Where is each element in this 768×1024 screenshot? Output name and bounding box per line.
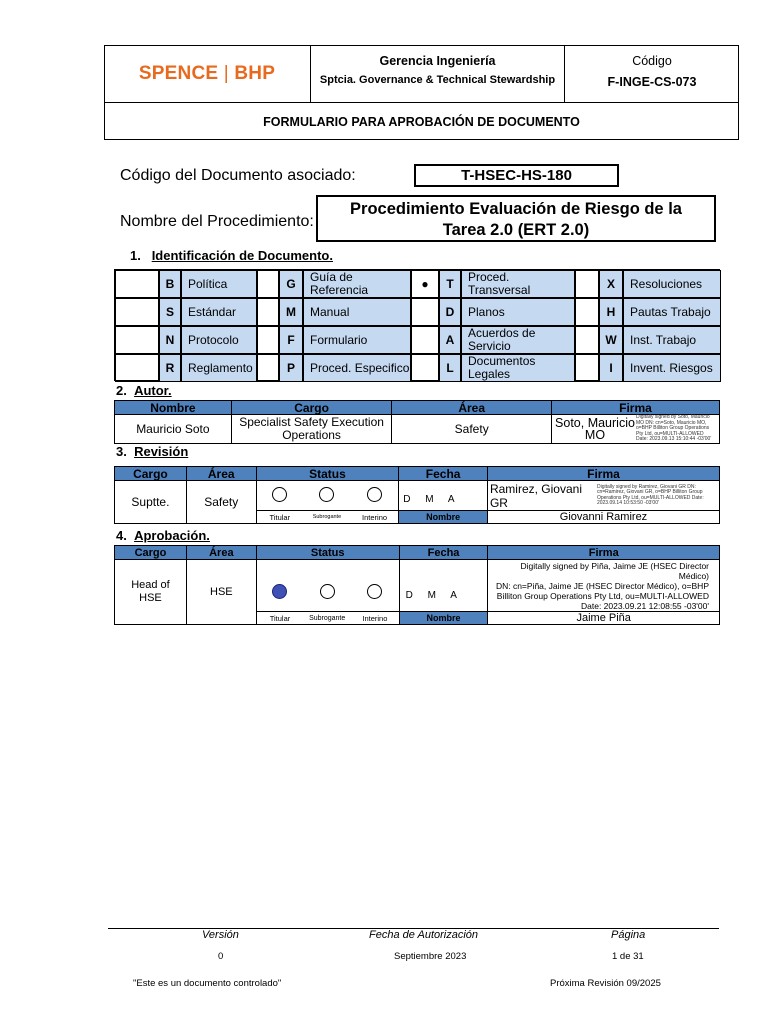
- footer-pagina-label: Página: [611, 929, 646, 941]
- code-cell: [565, 45, 739, 103]
- company-logo: SPENCE | BHP: [104, 45, 311, 103]
- doc-type-letter-n: N: [159, 326, 181, 354]
- doc-type-desc-p: Proced. Especifico: [303, 354, 411, 382]
- doc-name-label: Nombre del Procedimiento:: [120, 213, 314, 230]
- review-header-status: Status: [256, 467, 399, 481]
- author-header-area: Área: [392, 401, 552, 415]
- doc-type-check-a[interactable]: [411, 326, 439, 354]
- doc-type-letter-g: G: [279, 270, 303, 298]
- approval-table: [114, 545, 720, 625]
- doc-type-desc-l: Documentos Legales: [461, 354, 575, 382]
- footer-controlled: "Este es un documento controlado": [133, 978, 282, 989]
- doc-type-desc-w: Inst. Trabajo: [623, 326, 721, 354]
- author-cargo: Specialist Safety Execution Operations: [231, 415, 392, 444]
- doc-type-desc-r: Reglamento: [181, 354, 257, 382]
- review-status-interino: Interino: [351, 511, 399, 524]
- author-header-cargo: Cargo: [231, 401, 392, 415]
- doc-type-check-p[interactable]: [257, 354, 279, 382]
- doc-type-letter-b: B: [159, 270, 181, 298]
- approval-radio-interino[interactable]: [351, 560, 399, 612]
- doc-type-letter-t: T: [439, 270, 461, 298]
- approval-signature: Digitally signed by Piña, Jaime JE (HSEC Director Médico) DN: cn=Piña, Jaime JE (HSEC Director Médico), o=BHP Billiton Group Operations Pty Ltd, ou=MULTI-ALLOWED Date: 2023.09.21 12:08:55 -03'00': [488, 560, 720, 612]
- review-cargo: Suptte.: [115, 481, 187, 524]
- code-value: F-INGE-CS-073: [607, 75, 697, 89]
- review-radio-subrogante[interactable]: [303, 481, 351, 511]
- section4-title: 4. Aprobación.: [116, 528, 210, 543]
- approval-radio-subrogante[interactable]: [303, 560, 351, 612]
- doc-type-check-b[interactable]: [115, 270, 159, 298]
- author-table: [114, 400, 720, 444]
- approval-radio-titular[interactable]: [256, 560, 303, 612]
- doc-type-letter-a: A: [439, 326, 461, 354]
- approval-nombre: Jaime Piña: [488, 612, 720, 625]
- review-status-titular: Titular: [256, 511, 303, 524]
- review-signature: Ramirez, Giovani GR Digitally signed by Ramirez, Giovani GR DN: cn=Ramirez, Giovani GR, o=BHP Billiton Group Operations Pty Ltd, ou=MULTI-ALLOWED Date: 2023.09.14 10:53:50 -03'00': [487, 481, 719, 511]
- review-header-fecha: Fecha: [399, 467, 488, 481]
- section2-title: 2. Autor.: [116, 383, 172, 398]
- approval-cargo: Head of HSE: [115, 560, 187, 625]
- approval-area: HSE: [186, 560, 256, 625]
- approval-status-interino: Interino: [351, 612, 399, 625]
- approval-fecha: D M A: [399, 560, 488, 612]
- doc-type-desc-n: Protocolo: [181, 326, 257, 354]
- form-title: FORMULARIO PARA APROBACIÓN DE DOCUMENTO: [263, 114, 580, 129]
- doc-type-letter-i: I: [599, 354, 623, 382]
- doc-name-value: Procedimiento Evaluación de Riesgo de la Tarea 2.0 (ERT 2.0): [316, 195, 716, 242]
- doc-type-check-m[interactable]: [257, 298, 279, 326]
- doc-type-check-l[interactable]: [411, 354, 439, 382]
- approval-nombre-label: Nombre: [399, 612, 488, 625]
- review-nombre-label: Nombre: [399, 511, 488, 524]
- review-fecha: D M A: [399, 481, 488, 511]
- author-signature: Soto, Mauricio MO Digitally signed by Soto, Mauricio MO DN: cn=Soto, Mauricio MO, o=BHP Billiton Group Operations Pty Ltd, ou=MULTI-ALLOWED Date: 2023.09.13 15:10:44 -03'00': [551, 415, 719, 444]
- code-label: Código: [632, 54, 672, 68]
- doc-type-check-f[interactable]: [257, 326, 279, 354]
- author-header-nombre: Nombre: [115, 401, 232, 415]
- author-header-firma: Firma: [551, 401, 719, 415]
- approval-header-firma: Firma: [488, 546, 720, 560]
- doc-type-check-x[interactable]: [575, 270, 599, 298]
- department-name: Gerencia Ingeniería: [379, 54, 496, 68]
- footer-next-revision: Próxima Revisión 09/2025: [550, 978, 661, 989]
- doc-type-check-r[interactable]: [115, 354, 159, 382]
- subdepartment-name: Sptcia. Governance & Technical Stewardship: [319, 74, 556, 86]
- department-cell: [311, 45, 565, 103]
- approval-status-titular: Titular: [256, 612, 303, 625]
- doc-type-desc-t: Proced. Transversal: [461, 270, 575, 298]
- review-header-area: Área: [186, 467, 256, 481]
- author-area: Safety: [392, 415, 552, 444]
- doc-code-label: Código del Documento asociado:: [120, 167, 356, 184]
- doc-type-letter-s: S: [159, 298, 181, 326]
- doc-type-desc-d: Planos: [461, 298, 575, 326]
- review-status-subrogante: Subrogante: [303, 511, 351, 524]
- doc-type-check-s[interactable]: [115, 298, 159, 326]
- review-table: [114, 466, 720, 524]
- review-radio-interino[interactable]: [351, 481, 399, 511]
- doc-type-letter-w: W: [599, 326, 623, 354]
- doc-type-letter-p: P: [279, 354, 303, 382]
- footer-version: 0: [218, 951, 224, 962]
- footer-fecha: Septiembre 2023: [394, 951, 467, 962]
- section3-title: 3. Revisión: [116, 444, 189, 459]
- approval-header-area: Área: [186, 546, 256, 560]
- section1-title: 1. Identificación de Documento.: [130, 248, 333, 263]
- review-header-cargo: Cargo: [115, 467, 187, 481]
- selected-mark-icon: ●: [421, 277, 429, 291]
- doc-type-letter-x: X: [599, 270, 623, 298]
- doc-type-check-h[interactable]: [575, 298, 599, 326]
- doc-type-letter-r: R: [159, 354, 181, 382]
- doc-type-letter-l: L: [439, 354, 461, 382]
- doc-type-check-w[interactable]: [575, 326, 599, 354]
- review-header-firma: Firma: [487, 467, 719, 481]
- doc-type-desc-b: Política: [181, 270, 257, 298]
- doc-type-check-g[interactable]: [257, 270, 279, 298]
- footer-fecha-label: Fecha de Autorización: [369, 929, 479, 941]
- author-nombre: Mauricio Soto: [115, 415, 232, 444]
- doc-type-desc-m: Manual: [303, 298, 411, 326]
- doc-type-check-d[interactable]: [411, 298, 439, 326]
- doc-type-desc-a: Acuerdos de Servicio: [461, 326, 575, 354]
- doc-type-desc-x: Resoluciones: [623, 270, 721, 298]
- document-type-grid: [114, 269, 720, 381]
- doc-type-desc-s: Estándar: [181, 298, 257, 326]
- doc-type-letter-h: H: [599, 298, 623, 326]
- doc-type-desc-h: Pautas Trabajo: [623, 298, 721, 326]
- approval-header-fecha: Fecha: [399, 546, 488, 560]
- footer-version-label: Versión: [202, 929, 239, 941]
- approval-header-status: Status: [256, 546, 399, 560]
- review-nombre: Giovanni Ramirez: [487, 511, 719, 524]
- approval-status-subrogante: Subrogante: [303, 612, 351, 625]
- doc-type-desc-g: Guía de Referencia: [303, 270, 411, 298]
- review-radio-titular[interactable]: [256, 481, 303, 511]
- doc-type-letter-f: F: [279, 326, 303, 354]
- footer-pagina: 1 de 31: [612, 951, 644, 962]
- approval-header-cargo: Cargo: [115, 546, 187, 560]
- doc-type-check-t[interactable]: [411, 270, 439, 298]
- doc-type-check-i[interactable]: [575, 354, 599, 382]
- doc-code-value: T-HSEC-HS-180: [414, 164, 619, 187]
- doc-type-letter-d: D: [439, 298, 461, 326]
- doc-type-desc-f: Formulario: [303, 326, 411, 354]
- review-area: Safety: [186, 481, 256, 524]
- doc-type-desc-i: Invent. Riesgos: [623, 354, 721, 382]
- doc-type-check-n[interactable]: [115, 326, 159, 354]
- doc-type-letter-m: M: [279, 298, 303, 326]
